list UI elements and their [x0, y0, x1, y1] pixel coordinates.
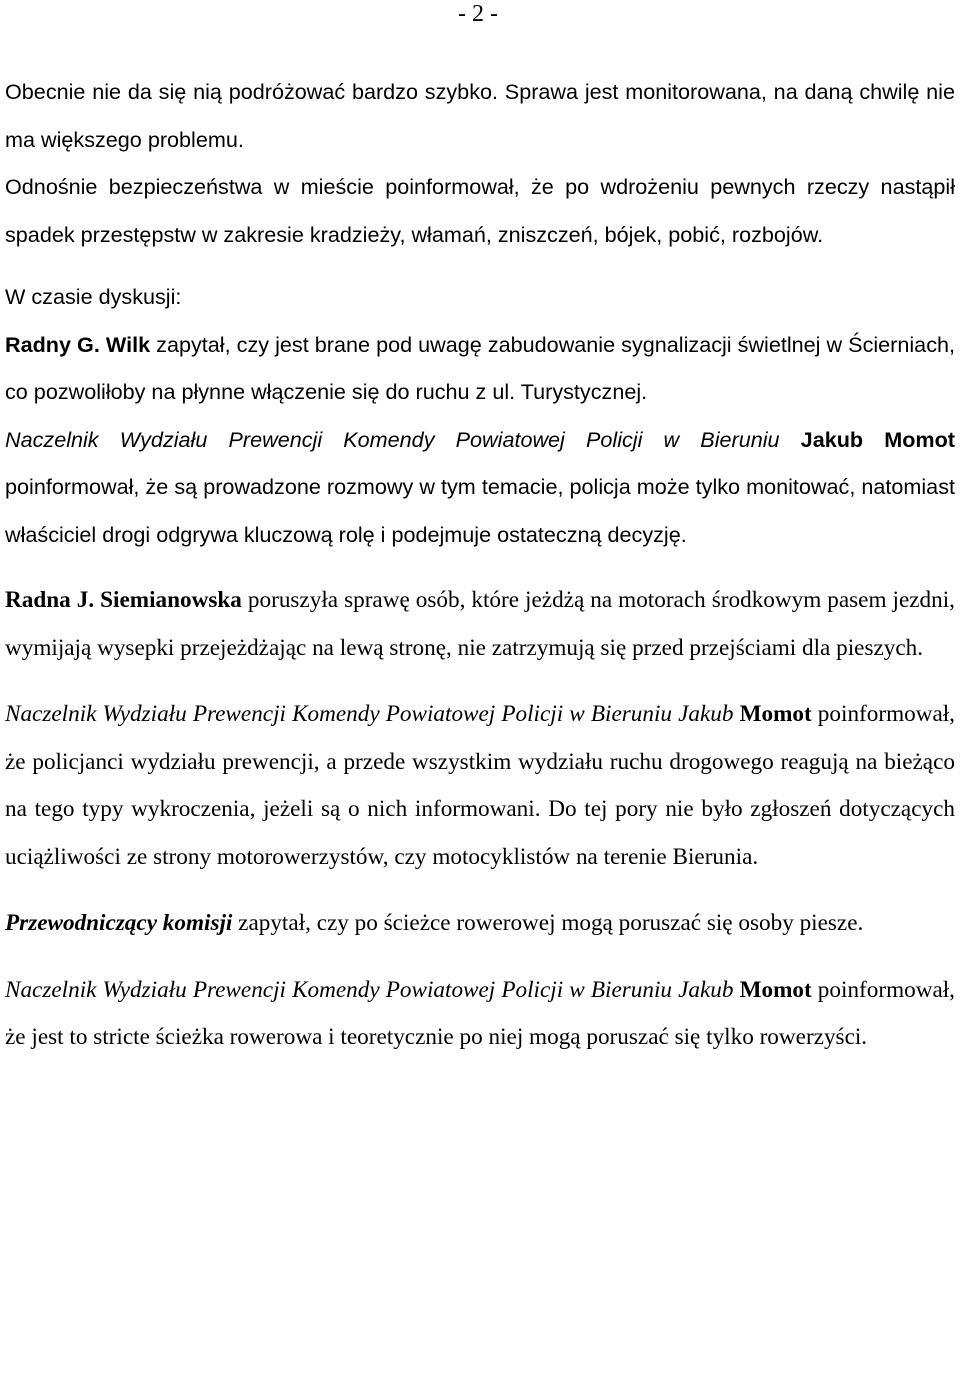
paragraph-momot-3 — [5, 967, 955, 1062]
speaker-name: Jakub Momot — [779, 426, 955, 452]
paragraph-text: poinformował, że policjanci wydziału prewencji, a przede wszystkim wydziału ruchu drogowego reagują na bieżąco na tego typy wykroczenia, jeżeli są o nich informowani. Do tej pory nie było zgłoszeń dotyczących uciążliwości ze strony motorowerzystów, czy motocyklistów na terenie Bierunia. — [5, 701, 955, 870]
paragraph-1: Obecnie nie da się nią podróżować bardzo szybko. Sprawa jest monitorowana, na daną chwilę nie ma większego problemu. — [5, 79, 955, 152]
paragraph-text: poinformował, że są prowadzone rozmowy w tym temacie, policja może tylko monitować, natomiast właściciel drogi odgrywa kluczową rolę i podejmuje ostateczną decyzję. — [5, 474, 955, 547]
document-page — [5, 0, 955, 1062]
speaker-role: Naczelnik Wydziału Prewencji Komendy Powiatowej Policji w Bieruniu Jakub — [5, 976, 734, 1003]
paragraph-text: zapytał, czy jest brane pod uwagę zabudowanie sygnalizacji świetlnej w Ścierniach, co pozwoliłoby na płynne włączenie się do ruchu z ul. Turystycznej. — [5, 331, 955, 404]
paragraph-text: poruszyła sprawę osób, które jeżdżą na motorach środkowym pasem jezdni, wymijają wysepki przejeżdżając na lewą stronę, nie zatrzymują się przed przejściami dla pieszych. — [5, 587, 955, 661]
paragraph-momot-1 — [5, 416, 955, 559]
paragraph-wilk — [5, 321, 955, 416]
speaker-name: Radna J. Siemianowska — [5, 587, 242, 613]
paragraph-momot-2 — [5, 691, 955, 881]
speaker-role: Naczelnik Wydziału Prewencji Komendy Powiatowej Policji w Bieruniu Jakub — [5, 701, 734, 727]
paragraph-chairman — [5, 900, 955, 948]
speaker-name: Momot — [733, 701, 812, 727]
speaker-name: Radny G. Wilk — [5, 331, 151, 357]
paragraph-text: poinformował, że jest to stricte ścieżka rowerowa i teoretycznie po niej mogą poruszać się tylko rowerzyści. — [5, 976, 955, 1050]
page-number — [5, 0, 955, 28]
speaker-name: Momot — [733, 976, 812, 1003]
discussion-heading: W czasie dyskusji: — [5, 284, 182, 309]
paragraph-2: Odnośnie bezpieczeństwa w mieście poinformował, że po wdrożeniu pewnych rzeczy nastąpił spadek przestępstw w zakresie kradzieży, włamań, zniszczeń, bójek, pobić, rozbojów. — [5, 174, 955, 247]
speaker-role: Przewodniczący komisji — [5, 910, 233, 936]
speaker-role: Naczelnik Wydziału Prewencji Komendy Powiatowej Policji w Bieruniu — [5, 426, 780, 452]
page-number-text: - 2 - — [458, 1, 498, 27]
paragraph-text: zapytał, czy po ścieżce rowerowej mogą poruszać się osoby piesze. — [232, 910, 864, 936]
paragraph-siemianowska — [5, 577, 955, 672]
